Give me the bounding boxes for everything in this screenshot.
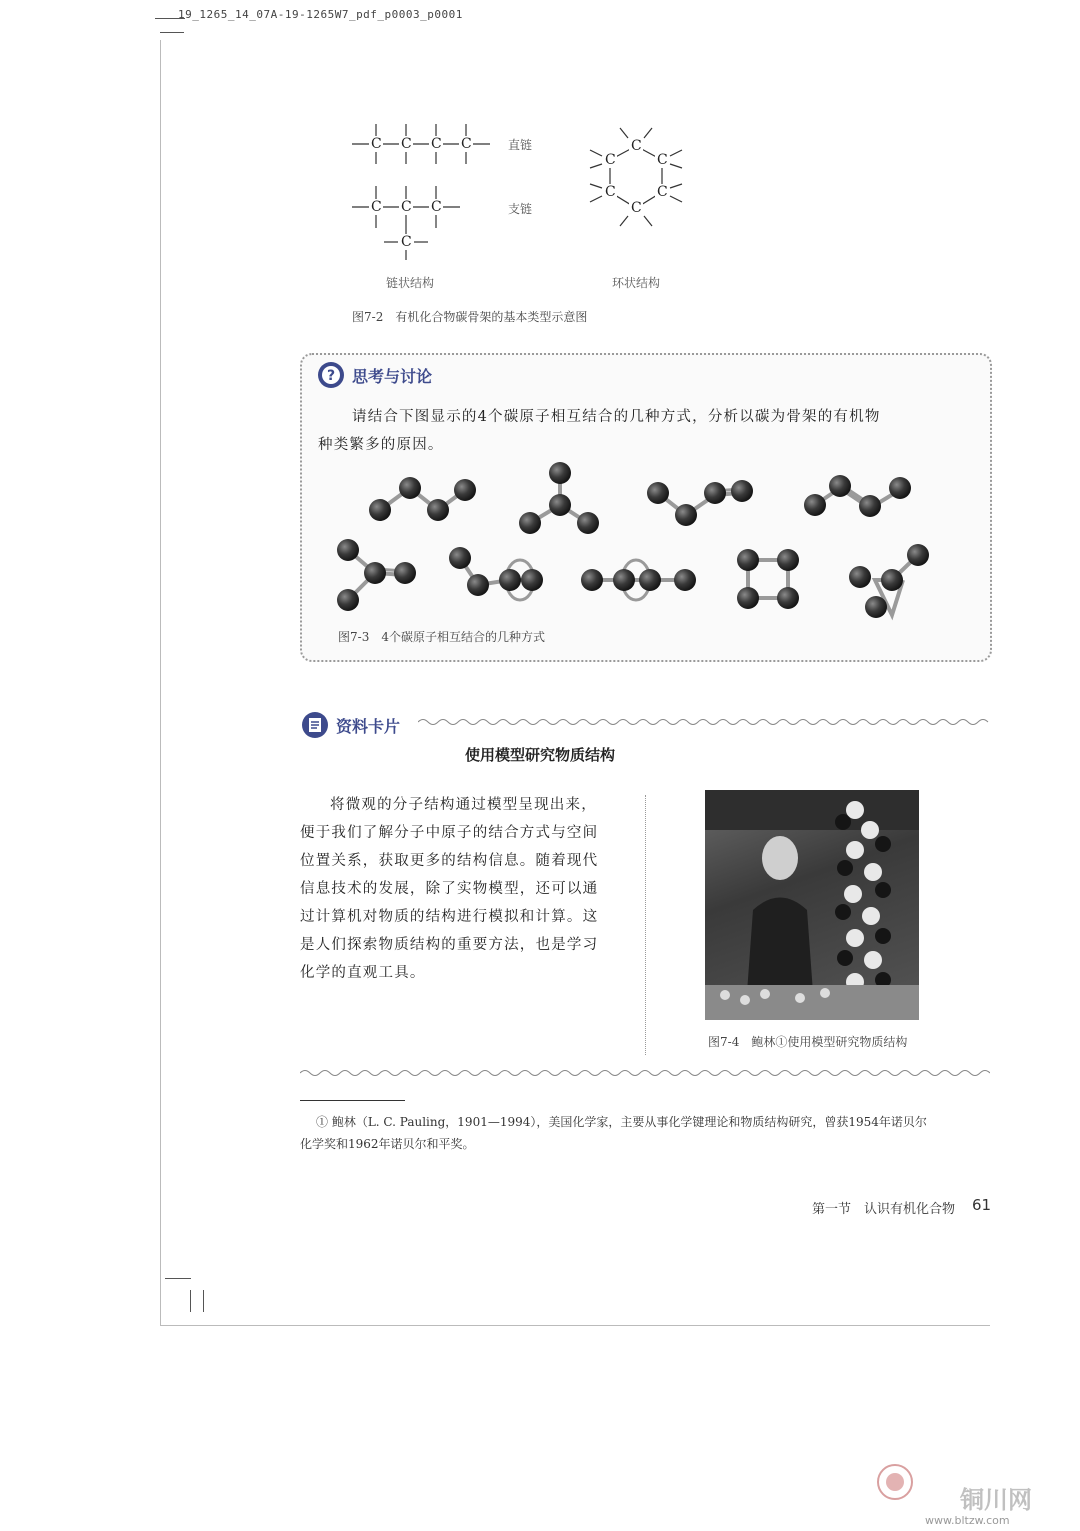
carbon-label: C — [371, 136, 382, 152]
carbon-label: C — [371, 199, 382, 215]
card-text-line: 信息技术的发展，除了实物模型，还可以通 — [300, 881, 599, 897]
card-text-line: 位置关系，获取更多的结构信息。随着现代 — [300, 853, 599, 869]
carbon-label: C — [431, 199, 442, 215]
pauling-photo — [705, 790, 919, 1020]
card-text-line: 化学的直观工具。 — [300, 965, 426, 981]
card-text-line: 将微观的分子结构通过模型呈现出来， — [330, 797, 597, 813]
wavy-divider-top — [418, 715, 990, 729]
page-number: 61 — [972, 1196, 992, 1214]
figure-7-4-caption: 图7-4 鲍林①使用模型研究物质结构 — [708, 1035, 908, 1049]
watermark-url: www.bltzw.com — [925, 1514, 1010, 1527]
card-text-line: 是人们探索物质结构的重要方法，也是学习 — [300, 937, 599, 953]
carbon-label: C — [631, 200, 642, 216]
card-text-line: 过计算机对物质的结构进行模拟和计算。这 — [300, 909, 599, 925]
page-left-edge — [160, 40, 161, 1325]
carbon-label: C — [401, 136, 412, 152]
figure-7-2-caption: 图7-2 有机化合物碳骨架的基本类型示意图 — [352, 310, 588, 324]
carbon-label: C — [605, 152, 616, 168]
crop-mark-top-2 — [160, 32, 184, 33]
label-chain-structure: 链状结构 — [386, 276, 435, 290]
discussion-text-line-1: 请结合下图显示的4个碳原子相互结合的几种方式，分析以碳为骨架的有机物 — [352, 409, 881, 425]
carbon-label: C — [401, 234, 412, 250]
discussion-title: 思考与讨论 — [352, 367, 433, 386]
carbon-label: C — [461, 136, 472, 152]
page-header-code: 19_1265_14_07A-19-1265W7_pdf_p0003_p0001 — [178, 8, 463, 21]
document-icon — [300, 710, 330, 740]
page-bottom-edge — [160, 1325, 990, 1326]
footnote-line-2: 化学奖和1962年诺贝尔和平奖。 — [300, 1137, 475, 1151]
label-straight-chain: 直链 — [508, 138, 533, 152]
label-ring-structure: 环状结构 — [612, 276, 661, 290]
figure-7-3-caption: 图7-3 4个碳原子相互结合的几种方式 — [338, 630, 545, 644]
carbon-label: C — [605, 184, 616, 200]
carbon-label: C — [401, 199, 412, 215]
figure-7-3-molecules — [320, 455, 980, 625]
carbon-label: C — [657, 184, 668, 200]
crop-mark-bottom — [165, 1278, 191, 1279]
data-card-subtitle: 使用模型研究物质结构 — [464, 746, 615, 764]
wavy-divider-bottom — [300, 1066, 990, 1080]
label-branched-chain: 支链 — [508, 202, 533, 216]
crop-mark-bottom-v — [190, 1290, 191, 1312]
question-mark-icon — [316, 360, 346, 390]
carbon-label: C — [631, 138, 642, 154]
footnote-line-1: ① 鲍林（L. C. Pauling，1901—1994），美国化学家，主要从事化学键理论和物质结构研究，曾获1954年诺贝尔 — [316, 1115, 927, 1129]
data-card-title: 资料卡片 — [336, 717, 401, 736]
footer-section-title: 第一节 认识有机化合物 — [812, 1202, 956, 1217]
crop-mark-bottom-v2 — [203, 1290, 204, 1312]
card-column-divider — [645, 795, 646, 1055]
card-text-line: 便于我们了解分子中原子的结合方式与空间 — [300, 825, 599, 841]
discussion-text-line-2: 种类繁多的原因。 — [318, 437, 444, 453]
carbon-label: C — [657, 152, 668, 168]
footnote-rule — [300, 1100, 405, 1101]
watermark-text: 铜川网 — [960, 1486, 1032, 1514]
svg-text:?: ? — [326, 368, 336, 384]
carbon-label: C — [431, 136, 442, 152]
watermark-seal-icon — [875, 1462, 915, 1502]
